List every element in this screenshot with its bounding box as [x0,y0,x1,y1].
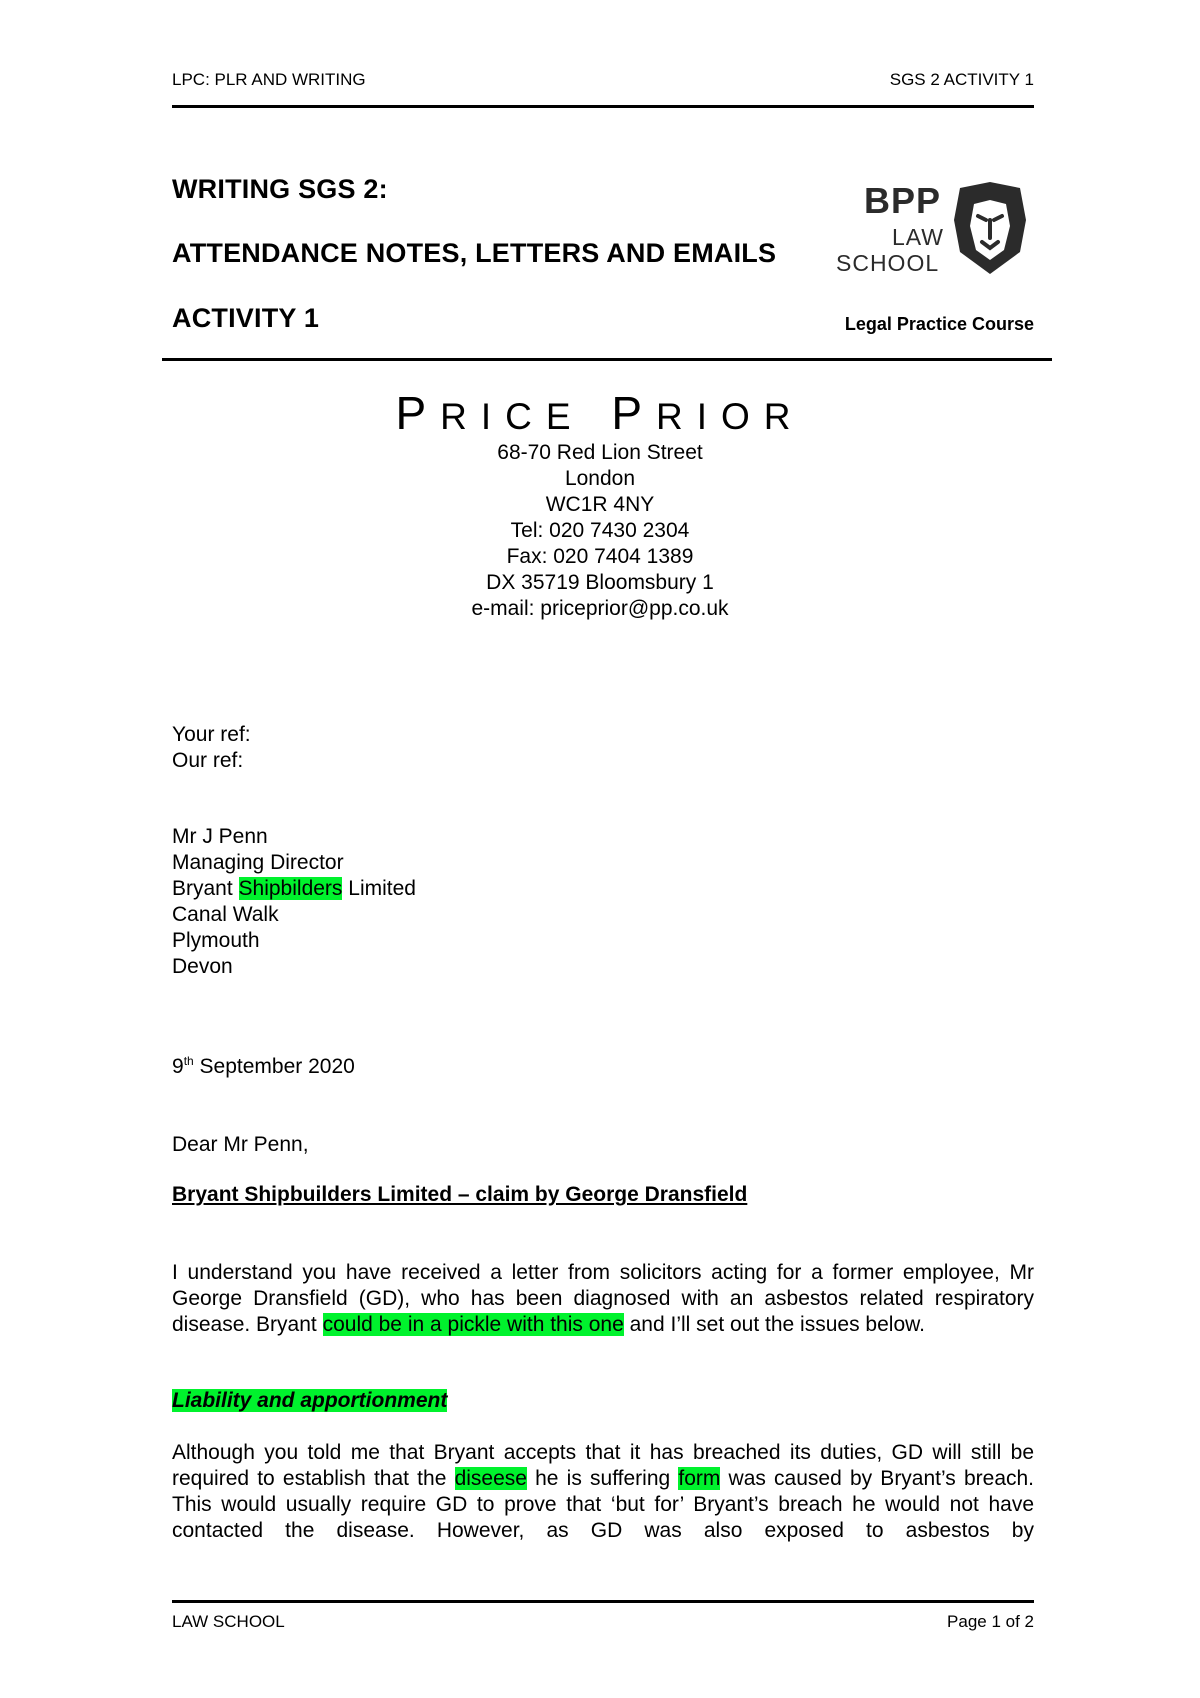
paragraph-intro [172,1260,1034,1338]
header-course: LPC: PLR AND WRITING [172,70,366,89]
address-postcode: WC1R 4NY [545,493,655,516]
recipient-street: Canal Walk [172,903,279,926]
recipient-company [172,876,416,902]
address-street: 68-70 Red Lion Street [497,441,703,464]
highlighted-text: could be in a pickle with this one [322,1313,624,1336]
recipient-county: Devon [172,955,233,978]
recipient-role: Managing Director [172,851,344,874]
lion-icon [950,180,1030,276]
company-text-post: Limited [342,877,416,900]
course-label: Legal Practice Course [844,314,1034,334]
para-text: he is suffering [526,1467,679,1490]
address-dx: DX 35719 Bloomsbury 1 [486,571,714,594]
address-tel: Tel: 020 7430 2304 [510,519,690,542]
title-line-2: ATTENDANCE NOTES, LETTERS AND EMAILS [172,238,777,268]
recipient-name: Mr J Penn [172,825,268,848]
para-text: was caused by Bryant’s breach. This would usually require GD to prove that ‘but for’ Bryant’s breach he would not have contacted the disease. However, as GD was also exposed to asbestos by [172,1467,1035,1542]
our-ref: Our ref: [172,749,244,772]
salutation: Dear Mr Penn, [172,1133,309,1156]
header-activity: SGS 2 ACTIVITY 1 [889,70,1034,89]
reference-block [172,722,251,774]
firm-name-part-1: RICE [440,396,585,437]
firm-name [0,386,1200,440]
highlighted-text: Shipbilders [238,877,343,900]
footer-school: LAW SCHOOL [172,1612,285,1631]
recipient-address [172,824,416,980]
your-ref: Your ref: [172,723,251,746]
bpp-law-school-logo [836,180,1036,280]
firm-initial-1: P [395,387,441,439]
running-footer [172,1612,1034,1632]
para-text: and I’ll set out the issues below. [623,1313,925,1336]
header-rule [172,105,1034,108]
para-text: Although you told me that Bryant accepts that it has breached its duties, GD will still be required to establish that the [172,1441,1034,1490]
para-text: I understand you have received a letter from solicitors acting for a former employee, Mr George Dransfield (GD), who has been diagnosed with an asbestos related respiratory disease. Bryant [172,1261,1034,1336]
firm-name-part-2: RIOR [656,396,805,437]
running-header [172,70,1034,90]
logo-school-text: SCHOOL [836,250,940,276]
footer-rule [172,1600,1034,1603]
company-text-pre: Bryant [172,877,239,900]
highlighted-text: diseese [454,1467,527,1490]
firm-address [0,440,1200,622]
subject-line: Bryant Shipbuilders Limited – claim by George Dransfield [172,1183,748,1206]
section-heading [172,1388,447,1414]
logo-law-text: LAW [892,224,944,250]
address-email: e-mail: priceprior@pp.co.uk [471,597,729,620]
date-day: 9 [172,1055,184,1078]
address-city: London [564,467,636,490]
title-rule [162,358,1052,361]
highlighted-heading: Liability and apportionment [172,1389,448,1412]
date-month-year: September 2020 [193,1055,355,1078]
highlighted-text: form [678,1467,721,1490]
letter-date [172,1054,355,1080]
paragraph-liability [172,1440,1034,1544]
firm-initial-2: P [611,387,657,439]
title-line-1: WRITING SGS 2: [172,174,388,204]
address-fax: Fax: 020 7404 1389 [506,545,694,568]
title-line-3: ACTIVITY 1 [172,303,320,333]
recipient-town: Plymouth [172,929,260,952]
date-suffix: th [183,1054,194,1068]
logo-bpp-text: BPP [864,180,942,221]
footer-page-number: Page 1 of 2 [947,1612,1034,1631]
